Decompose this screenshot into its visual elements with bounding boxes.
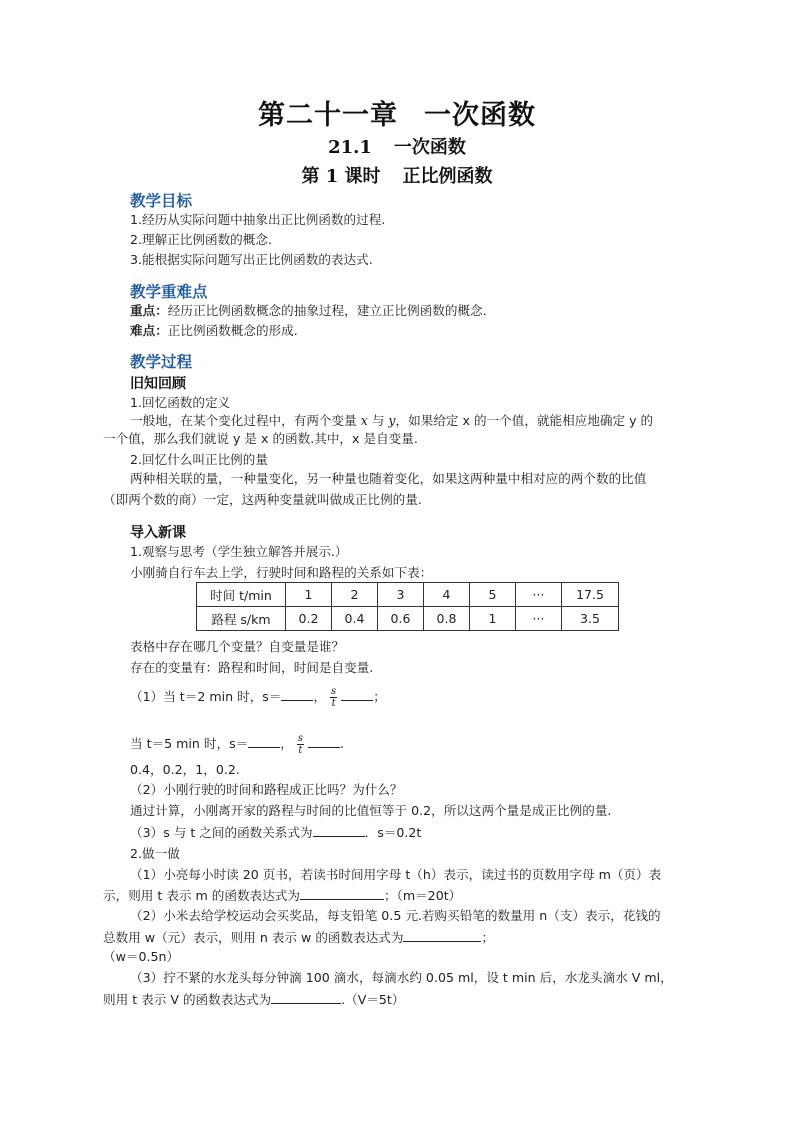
step-answers: 0.4，0.2，1，0.2. — [130, 762, 240, 777]
goal-item: 1.经历从实际问题中抽象出正比例函数的过程. — [130, 212, 386, 227]
key-label: 重点： — [130, 303, 168, 318]
blank-line — [308, 735, 340, 748]
table-cell: 时间 t/min — [197, 583, 286, 607]
text-run: ；（m＝20t） — [383, 888, 462, 903]
fraction-s-over-t — [330, 686, 337, 709]
blank-line — [300, 887, 384, 900]
exercise-2c: （w＝0.5n） — [103, 949, 180, 964]
variable-y: y — [388, 413, 396, 428]
review-heading: 旧知回顾 — [130, 376, 186, 392]
intro-question-1: 1.观察与思考（学生独立解答并展示.） — [130, 544, 348, 559]
review-question-2: 2.回忆什么叫正比例的量 — [130, 452, 268, 467]
chapter-title — [0, 93, 794, 132]
difficult-point — [130, 323, 298, 339]
text-run: ， — [280, 736, 293, 751]
blank-line — [313, 824, 365, 837]
table-cell: 17.5 — [562, 583, 619, 607]
variable-x: x — [360, 413, 368, 428]
fraction-denominator: t — [331, 698, 336, 709]
step-3 — [130, 824, 421, 841]
section-name: 一次函数 — [393, 137, 466, 158]
table-cell: 0.4 — [332, 607, 378, 631]
lesson-name: 正比例函数 — [402, 166, 493, 187]
text-run: . — [339, 736, 344, 751]
table-cell: 1 — [470, 607, 516, 631]
table-cell: 2 — [332, 583, 378, 607]
section-title — [0, 133, 794, 159]
text-run: ； — [373, 689, 386, 704]
table-cell: 0.8 — [424, 607, 470, 631]
blank-line — [248, 735, 280, 748]
table-cell: 1 — [286, 583, 332, 607]
intro-paragraph-1: 小刚骑自行车去上学，行驶时间和路程的关系如下表： — [130, 565, 433, 580]
review-question-1: 1.回忆函数的定义 — [130, 395, 231, 410]
text-run: 则用 t 表示 V 的函数表达式为 — [103, 992, 272, 1007]
fraction-s-over-t — [297, 733, 304, 756]
step-1 — [130, 686, 386, 709]
chapter-number: 第二十一章 — [258, 100, 398, 131]
chapter-name: 一次函数 — [424, 100, 536, 131]
keypoints-heading: 教学重难点 — [130, 283, 208, 301]
review-paragraph-2a: 两种相关联的量，一种量变化，另一种量也随着变化，如果这两种量中相对应的两个数的比值 — [130, 471, 647, 486]
intro-question-2: 2.做一做 — [130, 846, 180, 861]
goal-item: 3.能根据实际问题写出正比例函数的表达式. — [130, 252, 373, 267]
blank-line — [271, 991, 341, 1004]
exercise-3b — [103, 991, 404, 1008]
text-run: ； — [481, 930, 495, 945]
text-run: 示，则用 t 表示 m 的函数表达式为 — [103, 888, 300, 903]
text-run: 与 — [367, 413, 389, 428]
time-distance-table — [196, 582, 619, 631]
step-2-answer: 通过计算，小刚离开家的路程与时间的比值恒等于 0.2，所以这两个量是成正比例的量. — [130, 803, 612, 818]
key-point — [130, 303, 487, 319]
text-run: ，如果给定 x 的一个值，就能相应地确定 y 的 — [395, 413, 654, 428]
review-paragraph-2b: （即两个数的商）一定，这两种变量就叫做成正比例的量. — [103, 492, 422, 507]
goals-heading: 教学目标 — [130, 192, 193, 210]
goal-item: 2.理解正比例函数的概念. — [130, 232, 272, 247]
key-text: 经历正比例函数概念的抽象过程，建立正比例函数的概念. — [167, 303, 487, 318]
text-run: .（V＝5t） — [341, 992, 405, 1007]
text-run: （3）s 与 t 之间的函数关系式为 — [130, 825, 313, 840]
intro-heading: 导入新课 — [130, 525, 186, 541]
text-run: （1）当 t＝2 min 时，s＝ — [130, 689, 282, 704]
text-run: ．s＝0.2t — [364, 825, 422, 840]
table-cell: 0.2 — [286, 607, 332, 631]
intro-ask-1: 表格中存在哪几个变量？自变量是谁？ — [130, 639, 345, 654]
fraction-numerator: s — [297, 733, 303, 744]
text-run: 当 t＝5 min 时，s＝ — [130, 736, 249, 751]
lesson-title — [0, 162, 794, 188]
blank-line — [341, 688, 373, 701]
lesson-number: 第 1 课时 — [301, 166, 381, 187]
step-1b — [130, 733, 344, 756]
exercise-2a: （2）小米去给学校运动会买奖品，每支铅笔 0.5 元.若购买铅笔的数量用 n（支）表示，花钱的 — [130, 908, 661, 923]
text-run: 总数用 w（元）表示，则用 n 表示 w 的函数表达式为 — [103, 930, 404, 945]
exercise-1b — [103, 887, 461, 904]
fraction-numerator: s — [331, 686, 337, 697]
exercise-3a: （3）拧不紧的水龙头每分钟滴 100 滴水，每滴水约 0.05 ml，设 t min 后，水龙头滴水 V ml， — [130, 970, 673, 985]
review-paragraph-1a — [130, 413, 653, 429]
table-cell: 5 — [470, 583, 516, 607]
step-2: （2）小刚行驶的时间和路程成正比吗？为什么？ — [130, 782, 403, 797]
exercise-1a: （1）小亮每小时读 20 页书，若读书时间用字母 t（h）表示，读过书的页数用字母 m（页）表 — [130, 867, 662, 882]
table-cell: 3.5 — [562, 607, 619, 631]
difficult-label: 难点： — [130, 323, 168, 338]
blank-line — [403, 929, 481, 942]
table-cell: ··· — [516, 607, 562, 631]
table-cell: 路程 s/km — [197, 607, 286, 631]
intro-answer-1: 存在的变量有：路程和时间，时间是自变量. — [130, 660, 374, 675]
fraction-denominator: t — [298, 745, 303, 756]
text-run: ， — [313, 689, 327, 704]
exercise-2b — [103, 929, 494, 946]
section-number: 21.1 — [328, 137, 372, 158]
table-cell: 3 — [378, 583, 424, 607]
table-cell: 0.6 — [378, 607, 424, 631]
blank-line — [281, 688, 313, 701]
table-cell: ··· — [516, 583, 562, 607]
review-paragraph-1b: 一个值，那么我们就说 y 是 x 的函数.其中，x 是自变量. — [103, 431, 418, 446]
difficult-text: 正比例函数概念的形成. — [167, 323, 298, 338]
table-row — [197, 607, 619, 631]
text-run: 一般地，在某个变化过程中，有两个变量 — [130, 413, 361, 428]
table-row — [197, 583, 619, 607]
table-cell: 4 — [424, 583, 470, 607]
process-heading: 教学过程 — [130, 353, 193, 371]
